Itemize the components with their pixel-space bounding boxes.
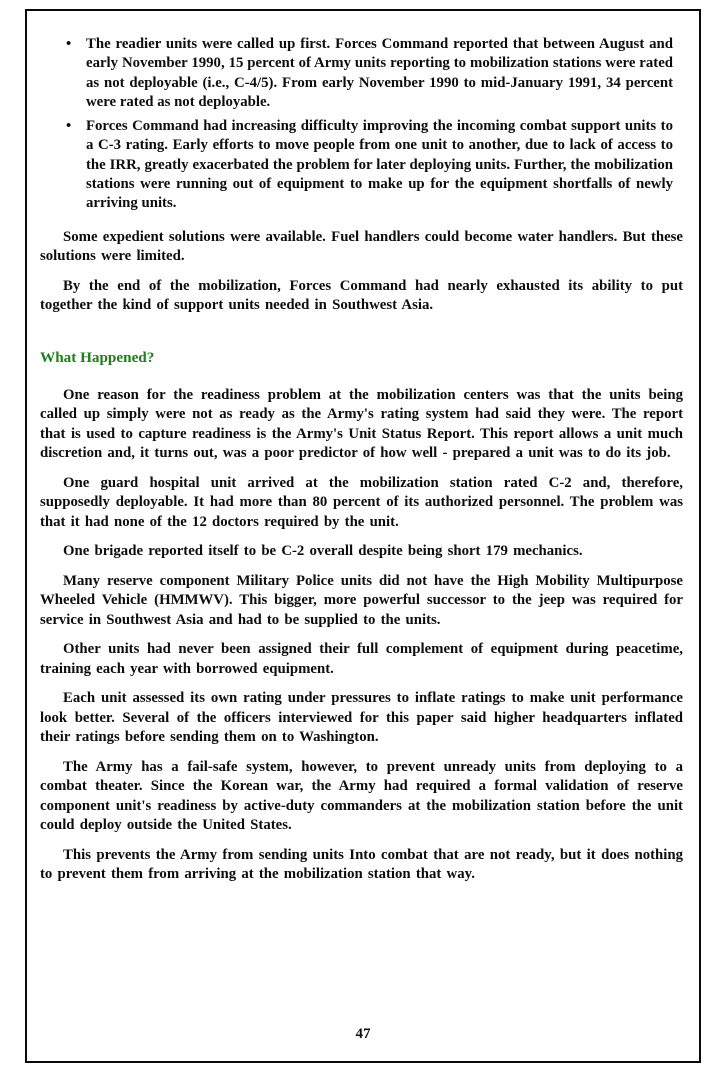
bullet-item xyxy=(60,35,673,112)
paragraph: One brigade reported itself to be C-2 overall despite being short 179 mechanics. xyxy=(63,543,583,560)
paragraph: Other units had never been assigned their full complement of equipment during peacetime, training each year with borrowed equipment. xyxy=(40,641,683,677)
paragraph: By the end of the mobilization, Forces Command had nearly exhausted its ability to put together the kind of support units needed in Southwest Asia. xyxy=(40,277,683,314)
paragraph: One guard hospital unit arrived at the mobilization station rated C-2 and, therefore, supposedly deployable. It had more than 80 percent of its authorized personnel. The problem was that it had none of the 12 doctors required by the unit. xyxy=(40,474,683,530)
bullet-list xyxy=(60,35,673,214)
page-content xyxy=(40,35,683,895)
paragraph: This prevents the Army from sending units Into combat that are not ready, but it does nothing to prevent them from arriving at the mobilization station that way. xyxy=(40,846,683,883)
paragraph: Each unit assessed its own rating under pressures to inflate ratings to make unit performance look better. Several of the officers interviewed for this paper said higher headquarters inflated their ratings before sending them on to Washington. xyxy=(40,690,683,746)
paragraph: One reason for the readiness problem at the mobilization centers was that the units being called up simply were not as ready as the Army's rating system had said they were. The report that is used to capture readiness is the Army's Unit Status Report. This report allows a unit much discretion and, it turns out, was a poor predictor of how well - prepared a unit was to do its job. xyxy=(40,386,683,462)
document-page xyxy=(25,9,701,1063)
bullet-text: The readier units were called up first. Forces Command reported that between August and early November 1990, 15 percent of Army units reporting to mobilization stations were rated as not deployable (i.e., C-4/5). From early November 1990 to mid-January 1991, 34 percent were rated as not deployable. xyxy=(86,36,673,110)
section-heading: What Happened? xyxy=(40,348,155,366)
bullet-text: Forces Command had increasing difficulty improving the incoming combat support units to a C-3 rating. Early efforts to move people from one unit to another, due to lack of access to the IRR, greatly exacerbated the problem for later deploying units. Further, the mobilization stations were running out of equipment to make up for the equipment shortfalls of newly arriving units. xyxy=(86,118,673,212)
paragraph: Many reserve component Military Police units did not have the High Mobility Multipurpose Wheeled Vehicle (HMMWV). This bigger, more powerful successor to the jeep was required for service in Southwest Asia and had to be supplied to the units. xyxy=(40,572,683,628)
bullet-icon: • xyxy=(66,118,72,135)
paragraph: Some expedient solutions were available. Fuel handlers could become water handlers. But these solutions were limited. xyxy=(40,228,683,265)
paragraph: The Army has a fail-safe system, however, to prevent unready units from deploying to a combat theater. Since the Korean war, the Army had required a formal validation of reserve component unit's readiness by active-duty commanders at the mobilization station before the unit could deploy outside the United States. xyxy=(40,758,683,834)
bullet-item xyxy=(60,117,673,213)
bullet-icon: • xyxy=(66,36,72,52)
page-number: 47 xyxy=(355,1026,371,1042)
